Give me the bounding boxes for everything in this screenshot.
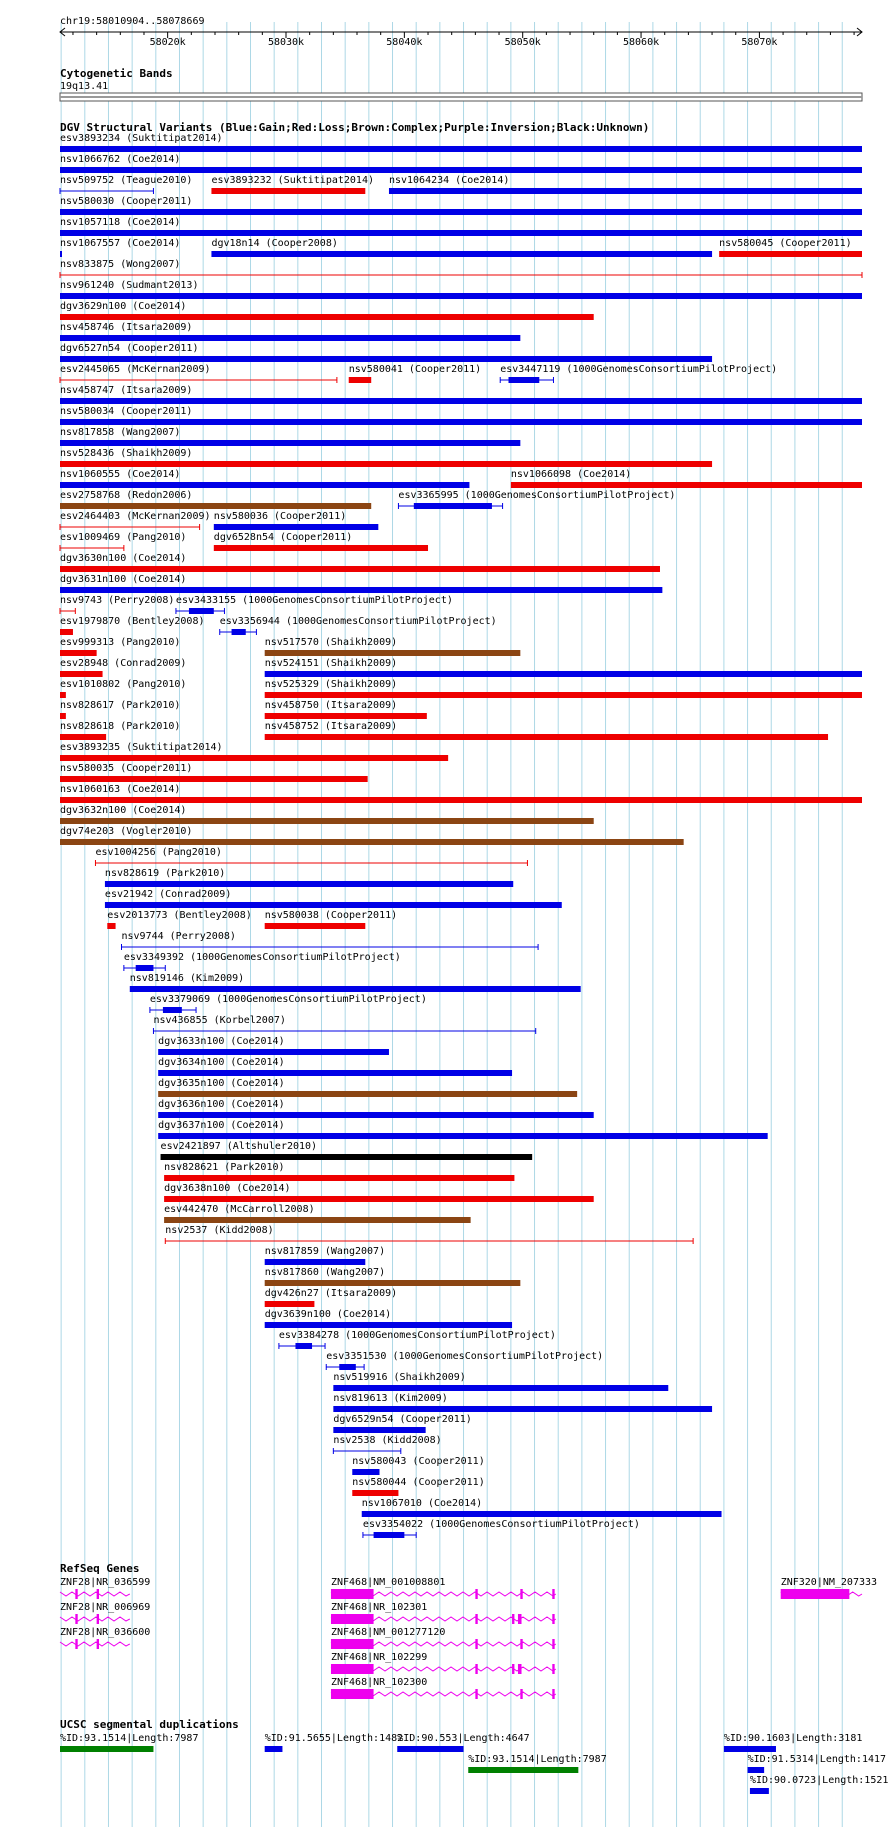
variant-bar [60,146,862,152]
variant-bar [265,1322,512,1328]
refseq-track [60,1562,877,1699]
variant-bar [189,608,214,614]
variant-label: esv1004256 (Pang2010) [95,847,222,858]
segdup-bar [397,1746,463,1752]
variant-bar [60,419,862,425]
variant-label: dgv3637n100 (Coe2014) [158,1120,285,1131]
variant-label: esv3351530 (1000GenomesConsortiumPilotProject) [326,1351,604,1362]
gene-intron-line [60,1617,130,1621]
variant-label: nsv828617 (Park2010) [60,700,181,711]
variant-label: dgv6528n54 (Cooper2011) [213,532,353,543]
variant-label: dgv3634n100 (Coe2014) [158,1057,285,1068]
variant-label: esv2421897 (Altshuler2010) [160,1141,318,1152]
variant-bar [414,503,492,509]
variant-label: nsv580038 (Cooper2011) [264,910,398,921]
variant-label: dgv74e203 (Vogler2010) [60,826,193,837]
variant-bar [214,545,428,551]
gene-coding-block [331,1589,374,1599]
variant-label: nsv580034 (Cooper2011) [60,406,193,417]
cytoband-track [60,67,862,101]
gene-exon [475,1589,477,1599]
variant-label: nsv833875 (Wong2007) [60,259,181,270]
variant-bar [60,839,684,845]
variant-bar [136,965,154,971]
gene-exon [97,1614,99,1624]
variant-bar [158,1133,768,1139]
variant-bar [60,755,448,761]
variant-label: dgv6527n54 (Cooper2011) [60,343,199,354]
variant-label: esv2013773 (Bentley2008) [107,910,252,921]
variant-label: esv3893235 (Suktitipat2014) [60,742,223,753]
gene-label: ZNF28|NR_036600 [60,1627,151,1638]
variant-label: nsv9743 (Perry2008) [60,595,175,606]
variant-bar [60,503,371,509]
gene-exon [552,1664,554,1674]
gene-exon [475,1664,477,1674]
variant-label: nsv580045 (Cooper2011) [719,238,852,249]
gene-coding-block [781,1589,850,1599]
variant-bar [161,1154,533,1160]
variant-bar [265,734,828,740]
variant-label: esv2445065 (McKernan2009) [60,364,211,375]
segdup-label: %ID:90.1603|Length:3181 [723,1733,863,1744]
variant-bar [164,1196,594,1202]
variant-bar [158,1049,389,1055]
variant-bar [339,1364,356,1370]
gene-exon [552,1639,554,1649]
variant-label: nsv436855 (Korbel2007) [153,1015,286,1026]
variant-label: esv3349392 (1000GenomesConsortiumPilotProject) [123,952,401,963]
variant-bar [374,1532,405,1538]
variant-bar [295,1343,312,1349]
segdup-bar [60,1746,153,1752]
variant-label: nsv1066098 (Coe2014) [510,469,632,480]
ruler [60,16,862,48]
variant-label: esv2758768 (Redon2006) [60,490,193,501]
gene-label: ZNF468|NR_102300 [330,1677,428,1688]
segdup-bar [724,1746,776,1752]
variant-label: nsv528436 (Shaikh2009) [60,448,193,459]
variant-label: nsv1057118 (Coe2014) [60,217,181,228]
variant-bar [60,629,73,635]
dgv-title: DGV Structural Variants (Blue:Gain;Red:Loss;Brown:Complex;Purple:Inversion;Black:Unknown) [60,121,650,134]
gene-coding-block [331,1639,374,1649]
variant-label: nsv525329 (Shaikh2009) [264,679,398,690]
variant-bar [60,734,106,740]
variant-label: esv21942 (Conrad2009) [104,889,232,900]
gene-exon [97,1639,99,1649]
variant-bar [265,650,521,656]
variant-label: nsv1066762 (Coe2014) [60,154,181,165]
dgv-track [60,121,862,1538]
cytoband-title: Cytogenetic Bands [60,67,173,80]
segdup-label: %ID:90.553|Length:4647 [397,1733,530,1744]
variant-label: esv2464403 (McKernan2009) [60,511,211,522]
variant-label: esv3893232 (Suktitipat2014) [211,175,375,186]
variant-bar [265,671,862,677]
ruler-tick-label: 58020k [149,37,186,48]
variant-label: dgv3636n100 (Coe2014) [158,1099,285,1110]
variant-bar [719,251,862,257]
gene-exon [520,1639,522,1649]
variant-label: nsv1060555 (Coe2014) [60,469,181,480]
segdup-bar [748,1767,765,1773]
variant-label: nsv1067557 (Coe2014) [60,238,181,249]
gene-exon [75,1589,77,1599]
variant-bar [107,923,115,929]
variant-label: nsv580036 (Cooper2011) [213,511,347,522]
variant-bar [511,482,862,488]
refseq-title: RefSeq Genes [60,1562,140,1575]
variant-bar [158,1112,594,1118]
segdup-title: UCSC segmental duplications [60,1718,239,1731]
variant-label: nsv961240 (Sudmant2013) [60,280,199,291]
variant-bar [60,692,66,698]
variant-bar [349,377,371,383]
variant-bar [265,1280,521,1286]
variant-bar [214,524,379,530]
variant-bar [105,881,513,887]
variant-bar [60,440,520,446]
variant-bar [508,377,539,383]
variant-bar [265,713,427,719]
gene-coding-block [331,1614,374,1624]
variant-label: nsv524151 (Shaikh2009) [264,658,398,669]
gene-exon [518,1614,522,1624]
gene-exon [552,1689,554,1699]
ruler-tick-label: 58070k [741,37,778,48]
variant-label: dgv6529n54 (Cooper2011) [333,1414,472,1425]
variant-label: nsv819146 (Kim2009) [129,973,245,984]
variant-label: esv3365995 (1000GenomesConsortiumPilotProject) [398,490,676,501]
variant-label: nsv828618 (Park2010) [60,721,181,732]
gene-coding-block [331,1689,374,1699]
gene-intron-line [60,1642,130,1646]
variant-bar [265,1259,366,1265]
variant-bar [352,1469,379,1475]
variant-bar [265,1301,315,1307]
gene-exon [512,1664,514,1674]
variant-bar [158,1091,577,1097]
variant-bar [164,1175,514,1181]
variant-label: esv3379069 (1000GenomesConsortiumPilotProject) [149,994,427,1005]
variant-label: nsv580030 (Cooper2011) [60,196,193,207]
gene-exon [552,1614,554,1624]
variant-label: nsv458752 (Itsara2009) [264,721,398,732]
variant-bar [265,923,366,929]
variant-bar [60,251,62,257]
variant-bar [60,167,862,173]
variant-bar [60,356,712,362]
variant-label: nsv817860 (Wang2007) [264,1267,386,1278]
variant-label: nsv458750 (Itsara2009) [264,700,398,711]
gene-label: ZNF468|NM_001008801 [330,1577,446,1588]
variant-bar [60,482,469,488]
segdup-bar [265,1746,283,1752]
gene-exon [75,1639,77,1649]
variant-bar [60,566,660,572]
ruler-tick-label: 58040k [386,37,423,48]
variant-label: nsv1060163 (Coe2014) [60,784,181,795]
variant-label: nsv9744 (Perry2008) [121,931,236,942]
variant-bar [60,335,520,341]
variant-bar [211,251,712,257]
variant-label: dgv3629n100 (Coe2014) [60,301,187,312]
gene-exon [518,1664,522,1674]
gene-label: ZNF468|NR_102299 [330,1652,428,1663]
variant-bar [265,692,862,698]
variant-bar [362,1511,722,1517]
variant-label: nsv458746 (Itsara2009) [60,322,193,333]
variant-bar [60,587,662,593]
variant-label: esv3447119 (1000GenomesConsortiumPilotProject) [500,364,778,375]
gene-label: ZNF320|NM_207333 [780,1577,878,1588]
variant-label: esv3384278 (1000GenomesConsortiumPilotProject) [278,1330,556,1341]
variant-label: esv3433155 (1000GenomesConsortiumPilotProject) [175,595,453,606]
ruler-tick-label: 58050k [504,37,541,48]
segdup-label: %ID:90.0723|Length:1521 [749,1775,889,1786]
variant-label: dgv3639n100 (Coe2014) [264,1309,392,1320]
segdup-label: %ID:91.5655|Length:1482 [264,1733,404,1744]
variant-bar [60,797,862,803]
variant-bar [105,902,562,908]
variant-label: nsv517570 (Shaikh2009) [264,637,398,648]
gene-exon [97,1589,99,1599]
variant-label: dgv18n14 (Cooper2008) [211,238,338,249]
variant-bar [60,713,66,719]
ruler-tick-label: 58030k [267,37,305,48]
gene-label: ZNF468|NM_001277120 [330,1627,446,1638]
variant-bar [60,314,594,320]
variant-label: nsv580043 (Cooper2011) [352,1456,485,1467]
coordinates-label: chr19:58010904..58078669 [60,16,205,27]
variant-label: nsv819613 (Kim2009) [333,1393,448,1404]
variant-bar [164,1217,471,1223]
variant-label: esv28948 (Conrad2009) [60,658,187,669]
variant-bar [60,818,594,824]
gene-label: ZNF28|NR_036599 [60,1577,151,1588]
variant-bar [60,209,862,215]
variant-label: nsv580041 (Cooper2011) [348,364,482,375]
variant-bar [60,398,862,404]
variant-label: dgv3631n100 (Coe2014) [60,574,187,585]
variant-label: nsv509752 (Teague2010) [60,175,193,186]
segdup-label: %ID:93.1514|Length:7987 [60,1733,199,1744]
gene-exon [520,1589,522,1599]
gene-exon [75,1614,77,1624]
variant-label: nsv2537 (Kidd2008) [165,1225,274,1236]
gene-exon [475,1614,477,1624]
variant-bar [60,776,368,782]
variant-bar [211,188,365,194]
variant-label: nsv828619 (Park2010) [104,868,226,879]
variant-label: esv3354022 (1000GenomesConsortiumPilotProject) [362,1519,640,1530]
grid-lines [61,22,842,1827]
variant-label: nsv2538 (Kidd2008) [333,1435,442,1446]
variant-label: nsv580044 (Cooper2011) [352,1477,485,1488]
variant-bar [389,188,862,194]
variant-label: esv442470 (McCarroll2008) [164,1204,315,1215]
segdup-label: %ID:91.5314|Length:1417 [747,1754,887,1765]
gene-exon [520,1689,522,1699]
variant-label: nsv1064234 (Coe2014) [388,175,510,186]
variant-bar [60,461,712,467]
variant-bar [352,1490,398,1496]
variant-label: esv1009469 (Pang2010) [60,532,187,543]
variant-label: nsv580035 (Cooper2011) [60,763,193,774]
gene-exon [475,1639,477,1649]
gene-intron-line [60,1592,130,1596]
ruler-tick-label: 58060k [622,37,660,48]
variant-bar [333,1406,712,1412]
variant-label: nsv817859 (Wang2007) [264,1246,386,1257]
variant-bar [130,986,581,992]
variant-label: nsv458747 (Itsara2009) [60,385,193,396]
variant-bar [60,671,103,677]
variant-bar [158,1070,512,1076]
segdup-label: %ID:93.1514|Length:7987 [468,1754,607,1765]
gene-label: ZNF468|NR_102301 [330,1602,428,1613]
gene-label: ZNF28|NR_006969 [60,1602,151,1613]
variant-label: nsv519916 (Shaikh2009) [333,1372,466,1383]
variant-label: dgv3635n100 (Coe2014) [158,1078,285,1089]
variant-label: esv1979870 (Bentley2008) [60,616,205,627]
gene-exon [512,1614,514,1624]
segdup-track [60,1718,888,1794]
segdup-bar [468,1767,578,1773]
variant-label: dgv426n27 (Itsara2009) [264,1288,398,1299]
variant-label: nsv828621 (Park2010) [164,1162,285,1173]
variant-label: esv1010802 (Pang2010) [60,679,187,690]
variant-label: esv999313 (Pang2010) [60,637,181,648]
segdup-bar [750,1788,769,1794]
variant-bar [333,1385,668,1391]
variant-label: nsv1067010 (Coe2014) [361,1498,483,1509]
variant-bar [232,629,246,635]
variant-bar [60,230,862,236]
variant-bar [333,1427,425,1433]
variant-bar [163,1007,182,1013]
gene-exon [552,1589,554,1599]
variant-label: nsv817858 (Wang2007) [60,427,181,438]
variant-label: dgv3630n100 (Coe2014) [60,553,187,564]
variant-label: esv3893234 (Suktitipat2014) [60,133,223,144]
variant-bar [60,650,97,656]
gene-coding-block [331,1664,374,1674]
variant-label: esv3356944 (1000GenomesConsortiumPilotProject) [219,616,497,627]
variant-bar [60,293,862,299]
variant-label: dgv3633n100 (Coe2014) [158,1036,285,1047]
variant-label: dgv3638n100 (Coe2014) [164,1183,291,1194]
gene-exon [475,1689,477,1699]
cytoband-band-label: 19q13.41 [60,81,109,92]
variant-label: dgv3632n100 (Coe2014) [60,805,187,816]
